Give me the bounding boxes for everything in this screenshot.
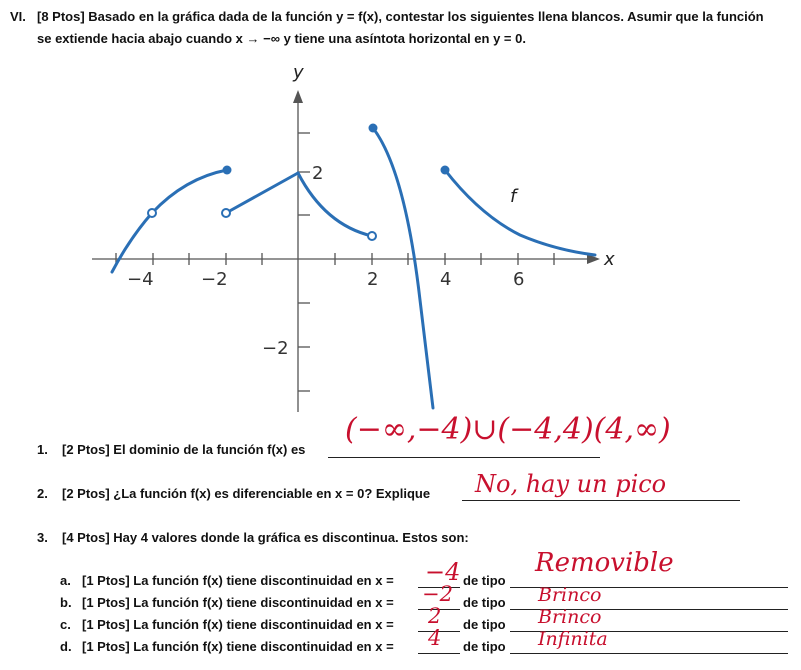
q1-number: 1.	[37, 442, 48, 457]
sub-d-tipo: de tipo	[463, 639, 506, 654]
curve-branch-2	[152, 170, 227, 213]
y-axis-arrow	[293, 90, 303, 103]
sub-d-label: d.	[60, 639, 72, 654]
header-line-1: [8 Ptos] Basado en la gráfica dada de la función y = f(x), contestar los siguientes llena blancos. Asumir que la función	[37, 9, 764, 24]
sub-d-value-blank[interactable]	[418, 653, 460, 654]
open-point-neg4	[148, 209, 156, 217]
x-tick-label-neg2: −2	[201, 269, 228, 290]
curve-branch-5	[373, 128, 433, 408]
sub-a-text: [1 Ptos] La función f(x) tiene discontinuidad en x =	[82, 573, 394, 588]
header-line-2: se extiende hacia abajo cuando x → −∞ y tiene una asíntota horizontal en y = 0.	[37, 31, 526, 46]
q2-answer: No, hay un pico	[475, 470, 667, 498]
q1-answer-blank[interactable]	[328, 457, 600, 458]
sub-a-type: Removible	[535, 548, 674, 578]
sub-d-type: Infinita	[538, 628, 608, 650]
q1-text: [2 Ptos] El dominio de la función f(x) es	[62, 442, 306, 457]
y-tick-label-neg2: −2	[262, 338, 289, 359]
sub-b-type: Brinco	[538, 584, 602, 606]
sub-b-tipo: de tipo	[463, 595, 506, 610]
x-tick-label-6: 6	[513, 269, 525, 290]
q2-text: [2 Ptos] ¿La función f(x) es diferenciable en x = 0? Explique	[62, 486, 431, 501]
q1-answer: (−∞,−4)∪(−4,4)(4,∞)	[345, 412, 671, 447]
curve-branch-3	[226, 173, 298, 213]
closed-point-2	[369, 124, 378, 133]
sub-d-text: [1 Ptos] La función f(x) tiene discontinuidad en x =	[82, 639, 394, 654]
curve-branch-1	[112, 213, 152, 272]
sub-d-type-blank[interactable]	[510, 653, 788, 654]
x-axis-label: x	[604, 249, 615, 270]
sub-c-label: c.	[60, 617, 71, 632]
q3-number: 3.	[37, 530, 48, 545]
sub-c-tipo: de tipo	[463, 617, 506, 632]
curve-f	[112, 128, 595, 408]
y-tick-label-2: 2	[312, 163, 324, 184]
section-label: VI.	[10, 9, 26, 24]
open-point-neg2	[222, 209, 230, 217]
y-axis-label: y	[293, 62, 304, 83]
sub-c-value: 2	[428, 604, 442, 628]
open-point-2	[368, 232, 376, 240]
sub-a-label: a.	[60, 573, 71, 588]
x-tick-label-2: 2	[367, 269, 379, 290]
y-ticks	[298, 133, 310, 391]
sub-b-value: −2	[422, 582, 453, 606]
sub-a-tipo: de tipo	[463, 573, 506, 588]
sub-c-type: Brinco	[538, 606, 602, 628]
sub-a-value: −4	[425, 558, 461, 586]
curve-label: f	[510, 186, 517, 207]
curve-branch-6	[445, 170, 595, 255]
curve-branch-4	[298, 173, 372, 236]
closed-point-neg2	[223, 166, 232, 175]
sub-b-text: [1 Ptos] La función f(x) tiene discontinuidad en x =	[82, 595, 394, 610]
q2-number: 2.	[37, 486, 48, 501]
closed-point-4	[441, 166, 450, 175]
sub-d-value: 4	[428, 626, 442, 650]
sub-c-text: [1 Ptos] La función f(x) tiene discontinuidad en x =	[82, 617, 394, 632]
x-tick-label-4: 4	[440, 269, 452, 290]
sub-b-label: b.	[60, 595, 72, 610]
q3-text: [4 Ptos] Hay 4 valores donde la gráfica es discontinua. Estos son:	[62, 530, 469, 545]
q2-answer-blank[interactable]	[462, 500, 740, 501]
x-tick-label-neg4: −4	[127, 269, 154, 290]
